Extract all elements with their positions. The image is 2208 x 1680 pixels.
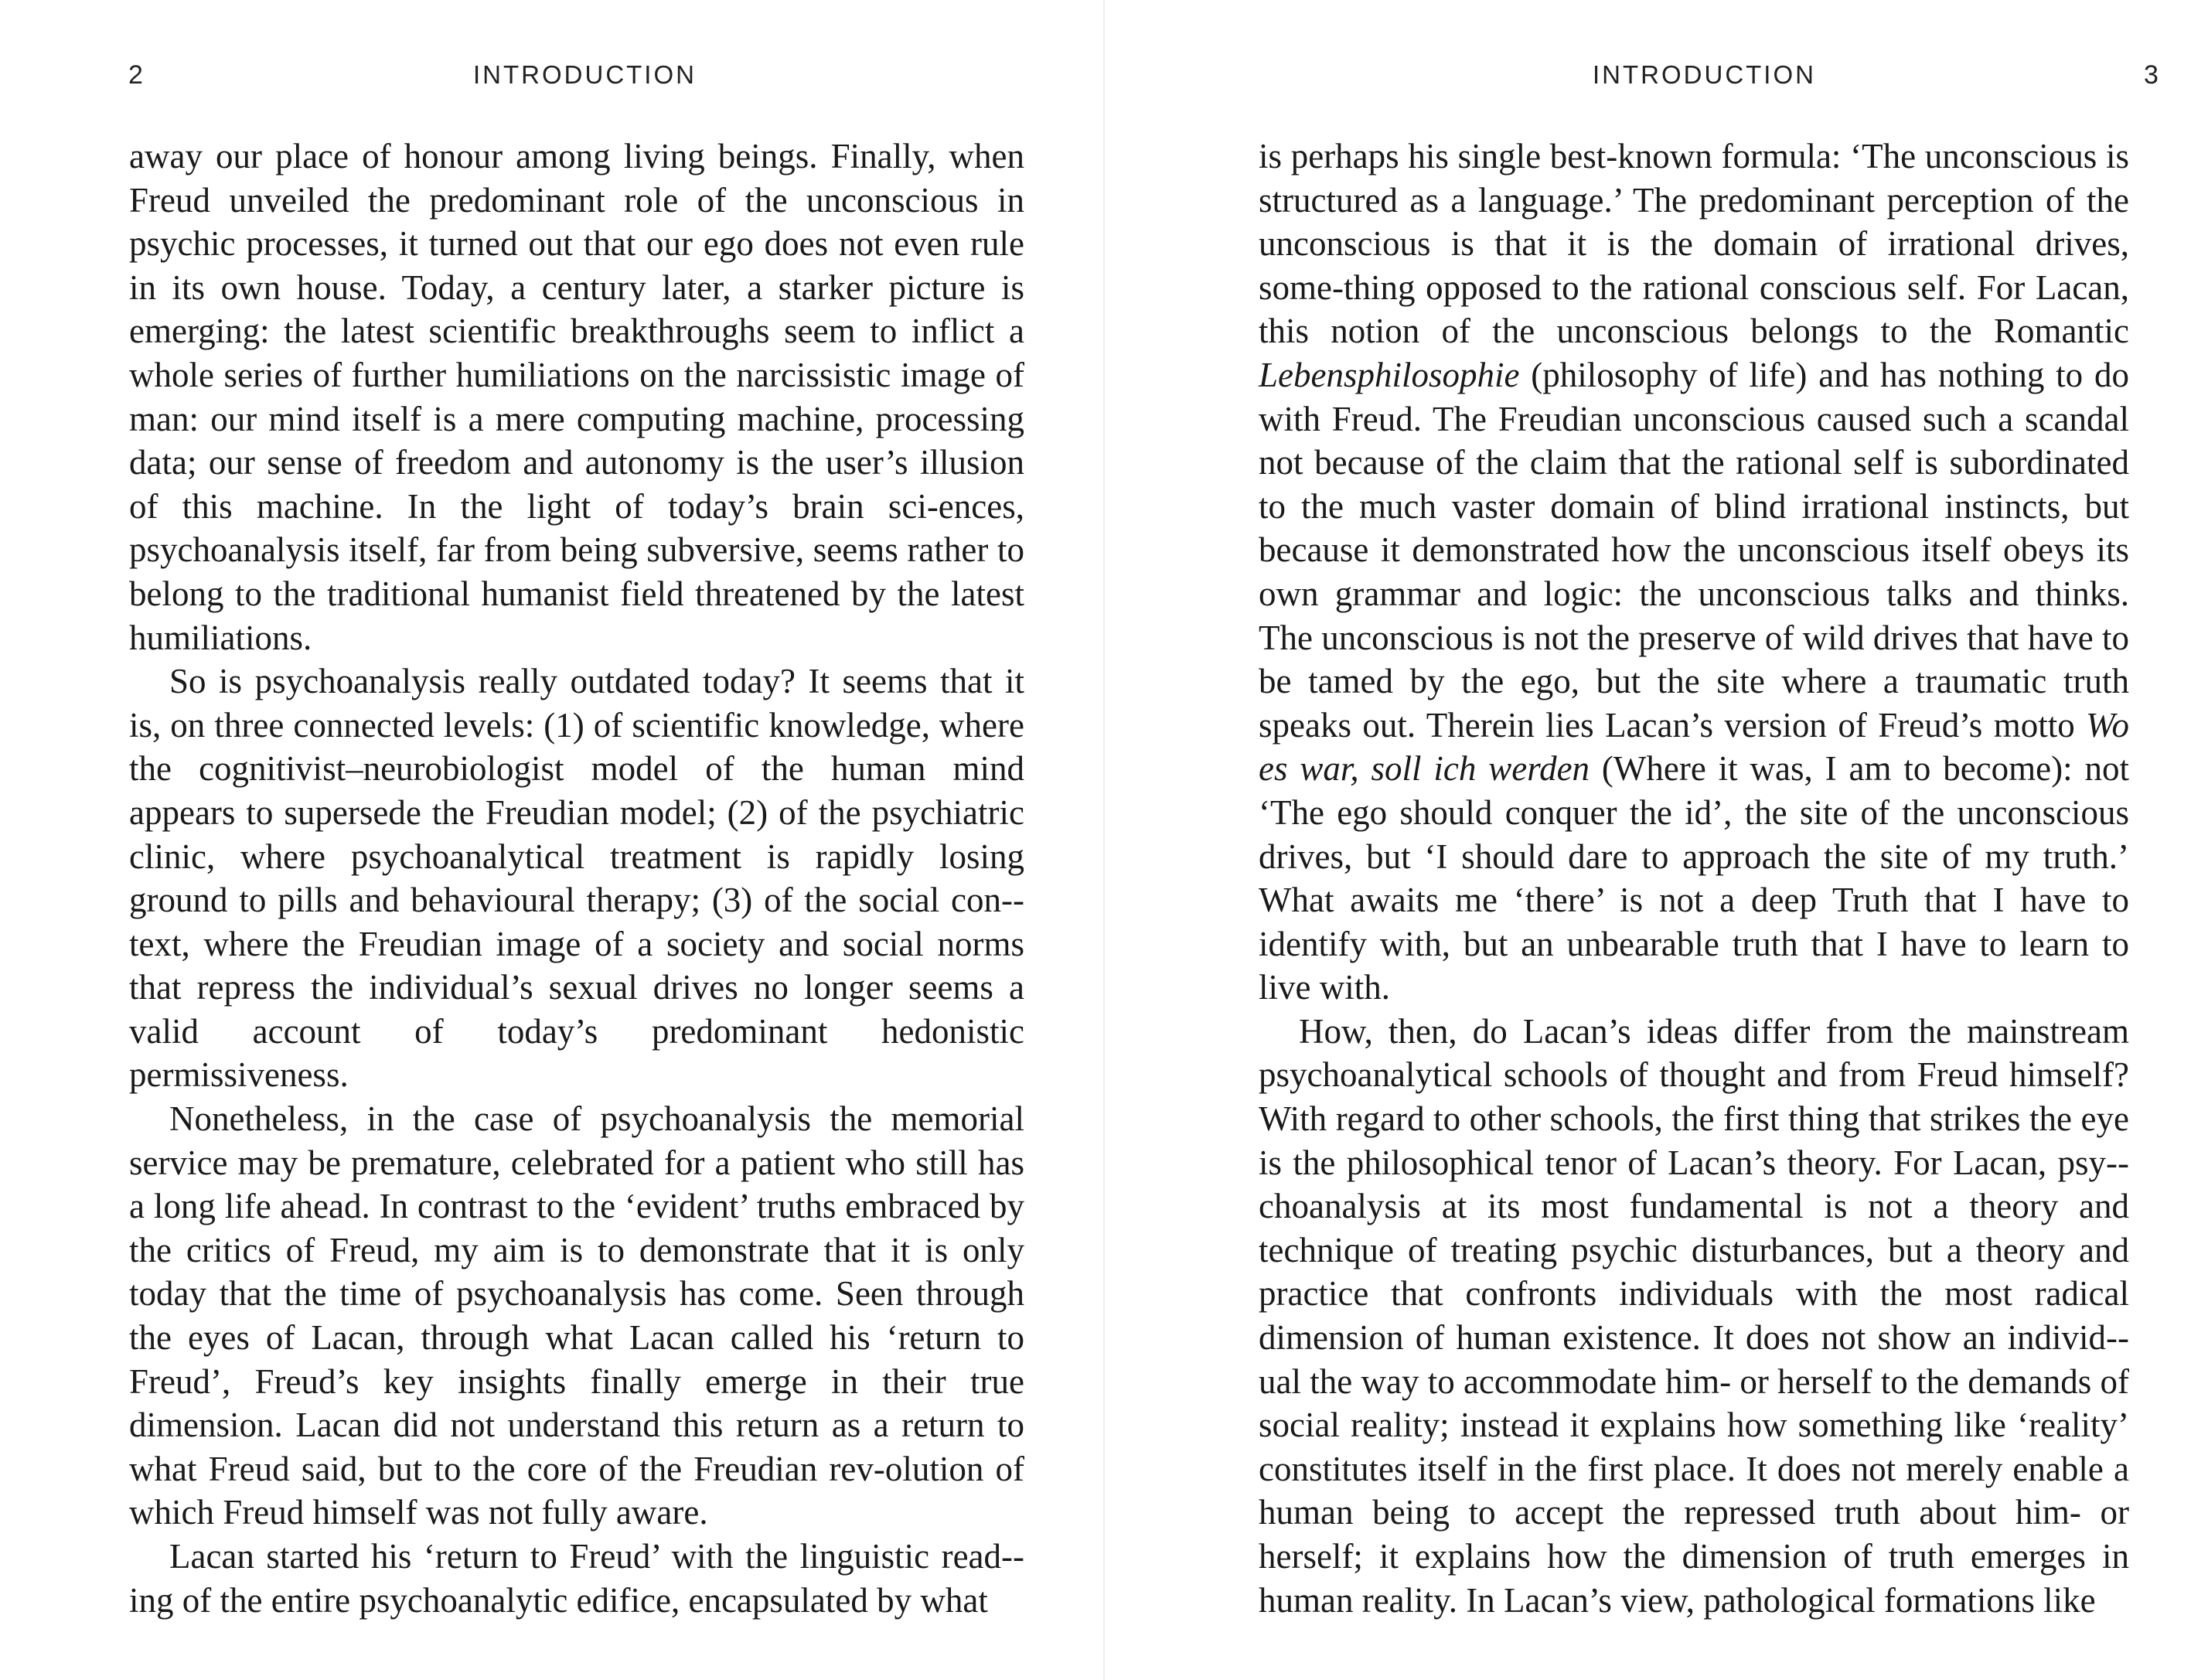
running-head: INTRODUCTION (473, 60, 697, 89)
text-run: away our place of honour among living beings. Finally, when Freud unveiled the predominant role of the unconscious in psychic processes, it turned out that our ego does not even rule in its own house. Today, a century later, a starker picture is emerging: the latest scientific breakthroughs seem to inflict a whole series of further humiliations on the narcissistic image of man: our mind itself is a mere computing machine, processing data; our sense of freedom and autonomy is the user’s illusion of this machine. In the light of today’s brain sci-ences, psychoanalysis itself, far from being subversive, seems rather to belong to the traditional humanist field threatened by the latest humiliations. (129, 137, 1024, 657)
paragraph (129, 135, 1024, 659)
text-run: (Where it was, I am to become): not ‘The ego should conquer the id’, the site of the unconscious drives, but ‘I should dare to approach the site of my truth.’ What awaits me ‘there’ is not a deep Truth that I have to identify with, but an unbearable truth that I have to learn to live with. (1259, 749, 2129, 1007)
body-text (129, 135, 1024, 1622)
paragraph (129, 1097, 1024, 1535)
page-number: 2 (128, 60, 143, 90)
text-run: How, then, do Lacan’s ideas differ from the mainstream psychoanalytical schools of thought and from Freud himself? With regard to other schools, the first thing that strikes the eye is the philosophical tenor of Lacan’s theory. For Lacan, psy-choanalysis at its most fundamental is not a theory and technique of treating psychic disturbances, but a theory and practice that confronts individuals with the most radical dimension of human existence. It does not show an individ-ual the way to accommodate him- or herself to the demands of social reality; instead it explains how something like ‘reality’ constitutes itself in the first place. It does not merely enable a human being to accept the repressed truth about him- or herself; it explains how the dimension of truth emerges in human reality. In Lacan’s view, pathological formations like (1259, 1011, 2129, 1620)
italic-text: Lebensphilosophie (1259, 355, 1520, 394)
text-run: (philosophy of life) and has nothing to do with Freud. The Freudian unconscious caused such a scandal not because of the claim that the rational self is subordinated to the much vaster domain of blind irrational instincts, but because it demonstrated how the unconscious itself obeys its own grammar and logic: the unconscious talks and thinks. The unconscious is not the preserve of wild drives that have to be tamed by the ego, but the site where a traumatic truth speaks out. Therein lies Lacan’s version of Freud’s motto (1259, 355, 2129, 745)
paragraph (129, 1535, 1024, 1622)
right-page (1104, 0, 2208, 1680)
italic-text: Wo es war, soll ich werden (1259, 705, 2129, 789)
paragraph (1259, 1010, 2129, 1622)
body-text (1259, 135, 2129, 1622)
text-run: Nonetheless, in the case of psychoanalysis the memorial service may be premature, celebrated for a patient who still has a long life ahead. In contrast to the ‘evident’ truths embraced by the critics of Freud, my aim is to demonstrate that it is only today that the time of psychoanalysis has come. Seen through the eyes of Lacan, through what Lacan called his ‘return to Freud’, Freud’s key insights finally emerge in their true dimension. Lacan did not understand this return as a return to what Freud said, but to the core of the Freudian rev-olution of which Freud himself was not fully aware. (129, 1099, 1024, 1532)
text-run: Lacan started his ‘return to Freud’ with the linguistic read-ing of the entire psychoanalytic edifice, encapsulated by what (129, 1537, 1024, 1620)
paragraph (1259, 135, 2129, 1010)
running-head: INTRODUCTION (1593, 60, 1816, 89)
page-number: 3 (2144, 60, 2159, 90)
paragraph (129, 659, 1024, 1097)
text-run: is perhaps his single best-known formula: ‘The unconscious is structured as a language.’ The predominant perception of the unconscious is that it is the domain of irrational drives, some-thing opposed to the rational conscious self. For Lacan, this notion of the unconscious belongs to the Romantic (1259, 137, 2129, 351)
text-run: So is psychoanalysis really outdated today? It seems that it is, on three connected levels: (1) of scientific knowledge, where the cognitivist–neurobiologist model of the human mind appears to supersede the Freudian model; (2) of the psychiatric clinic, where psychoanalytical treatment is rapidly losing ground to pills and behavioural therapy; (3) of the social con-text, where the Freudian image of a society and social norms that repress the individual’s sexual drives no longer seems a valid account of today’s predominant hedonistic permissiveness. (129, 662, 1024, 1095)
